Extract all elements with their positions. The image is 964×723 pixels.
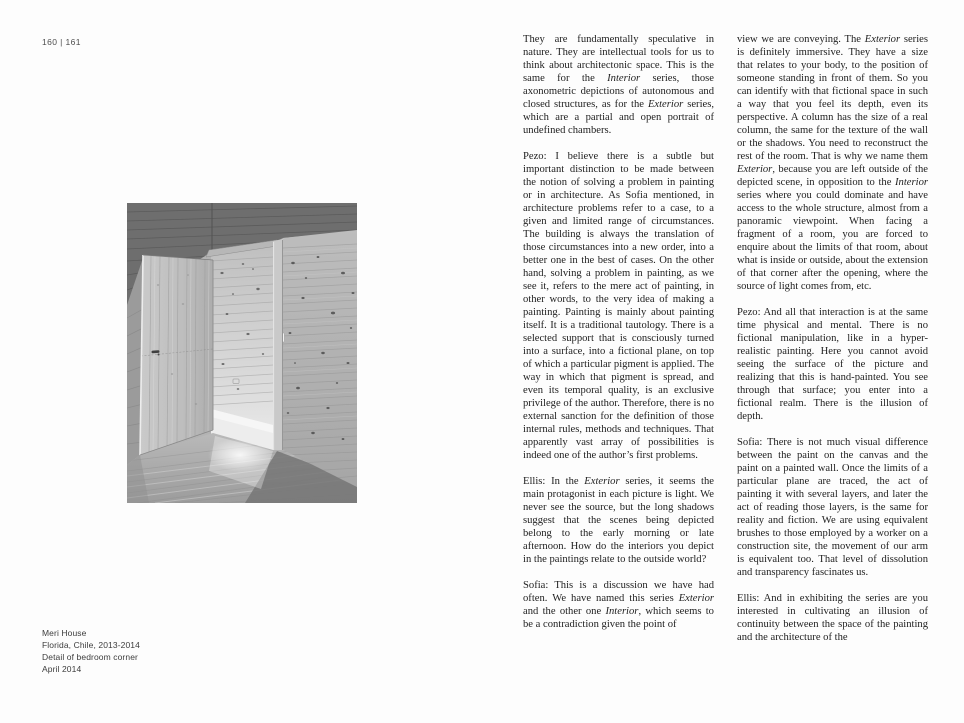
paragraph: Pezo: And all that interaction is at the same time physical and mental. There is no fictional manipulation, like in a hyper-realistic painting. Here you cannot avoid seeing the surface of the picture and realizing that this is hand-painted. You see through that surface; you enter into a fictional realm. There is the illusion of depth.	[737, 307, 928, 422]
photo-illustration	[127, 203, 357, 503]
door-frame-post	[273, 239, 283, 450]
caption-line-subject: Detail of bedroom corner	[42, 652, 138, 662]
article-column-2	[737, 33, 928, 644]
photo-caption	[42, 627, 140, 675]
caption-line-date: April 2014	[42, 664, 82, 674]
doorway-opening	[211, 243, 273, 450]
paragraph: Pezo: I believe there is a subtle but important distinction to be made between the notion of solving a problem in painting or in architecture. As Sofia mentioned, in architecture problems refer to a case, to a given and limited range of circumstances. The building is always the translation of those circumstances into a new order, into a better one in the best of cases. On the other hand, solving a problem in painting, as we see it, refers to the mere act of painting, in other words, to the very idea of making a painting. Painting is mainly about painting itself. It is a traditional tautology. There is a selected support that is consciously turned into a surface, into a fictional plane, on top of which a particular pigment is applied. The way in which that pigment is spread, and even its temporal quality, is an exclusive privilege of the author. Therefore, there is no external sanction for the definition of those internal rules, methods and techniques. That apparently vast array of possibilities is indeed one of the author’s first problems.	[523, 151, 714, 461]
wall-socket	[233, 379, 239, 384]
paragraph: Ellis: And in exhibiting the series are you interested in cultivating an illusion of continuity between the space of the painting and the architecture of the	[737, 593, 928, 643]
right-wall	[279, 230, 357, 487]
article-column-1	[523, 33, 714, 631]
paragraph: view we are conveying. The Exterior series is definitely immersive. They have a size that relates to your body, to the position of someone standing in front of them. So you can identify with that fictional space in such a way that you feel its depth, even its perspective. A column has the size of a real column, the same for the texture of the wall or the shadows. You need to reconstruct the rest of the room. That is why we name them Exterior, because you are left outside of the depicted scene, in opposition to the Interior series where you could dominate and have access to the whole structure, almost from a panoramic viewpoint. When facing a fragment of a room, you are forced to enquire about the limits of that room, about what is inside or outside, about the extension of that corner after the opening, where the source of light comes from, etc.	[737, 34, 928, 292]
paragraph: Ellis: In the Exterior series, it seems the main protagonist in each picture is light. We never see the source, but the long shadows suggest that the scenes being depicted belong to the early morning or late afternoon. How do the interiors you depict in the paintings relate to the outside world?	[523, 476, 714, 565]
page-numbers: 160 | 161	[42, 37, 81, 47]
caption-line-location: Florida, Chile, 2013-2014	[42, 640, 140, 650]
paragraph: Sofia: This is a discussion we have had often. We have named this series Exterior and the other one Interior, which seems to be a contradiction given the point of	[523, 580, 714, 630]
open-door	[140, 255, 213, 455]
paragraph: Sofia: There is not much visual difference between the paint on the canvas and the paint on a painted wall. Once the limits of a particular plane are traced, the act of painting it with several layers, and later the act of reading those layers, is the same for reality and fiction. We are using equivalent brushes to those employed by a worker on a construction site, the movement of our arm is equivalent too. That level of dissolution and transparency fascinates us.	[737, 437, 928, 578]
caption-line-project: Meri House	[42, 628, 87, 638]
paragraph: They are fundamentally speculative in nature. They are intellectual tools for us to think about architectonic space. This is the same for the Interior series, those axonometric depictions of autonomous and closed structures, as for the Exterior series, which are a partial and open portrait of undefined chambers.	[523, 34, 715, 136]
bedroom-corner-photo	[127, 203, 357, 503]
